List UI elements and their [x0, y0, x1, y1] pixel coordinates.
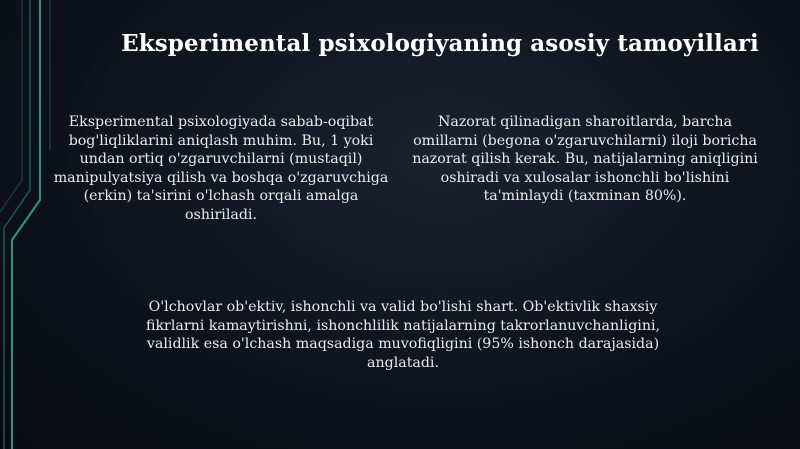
slide-title: Eksperimental psixologiyaning asosiy tamoyillari: [121, 30, 759, 57]
accent-line-inner: [0, 0, 22, 212]
accent-line-outer: [12, 0, 40, 449]
accent-line-middle: [4, 0, 30, 449]
principle-paragraph-measurement: O'lchovlar ob'ektiv, ishonchli va valid bo'lishi shart. Ob'ektivlik shaxsiy fikrlarni kamaytirishni, ishonchlilik natijalarning takrorlanuvchanligini, validlik esa o'lchash maqsadiga muvofiqligini (95% ishonch darajasida) anglatadi.: [145, 299, 660, 371]
principle-paragraph-control: Nazorat qilinadigan sharoitlarda, barcha omillarni (begona o'zgaruvchilarni) iloji boricha nazorat qilish kerak. Bu, natijalarning aniqligini oshiradi va xulosalar ishonchli bo'lishini ta'minlaydi (taxminan 80%).: [412, 114, 758, 205]
principle-paragraph-causality: Eksperimental psixologiyada sabab-oqibat bog'liqliklarini aniqlash muhim. Bu, 1 yoki undan ortiq o'zgaruvchilarni (mustaqil) manipulyatsiya qilish va boshqa o'zgaruvchiga (erkin) ta'sirini o'lchash orqali amalga oshiriladi.: [53, 114, 389, 223]
